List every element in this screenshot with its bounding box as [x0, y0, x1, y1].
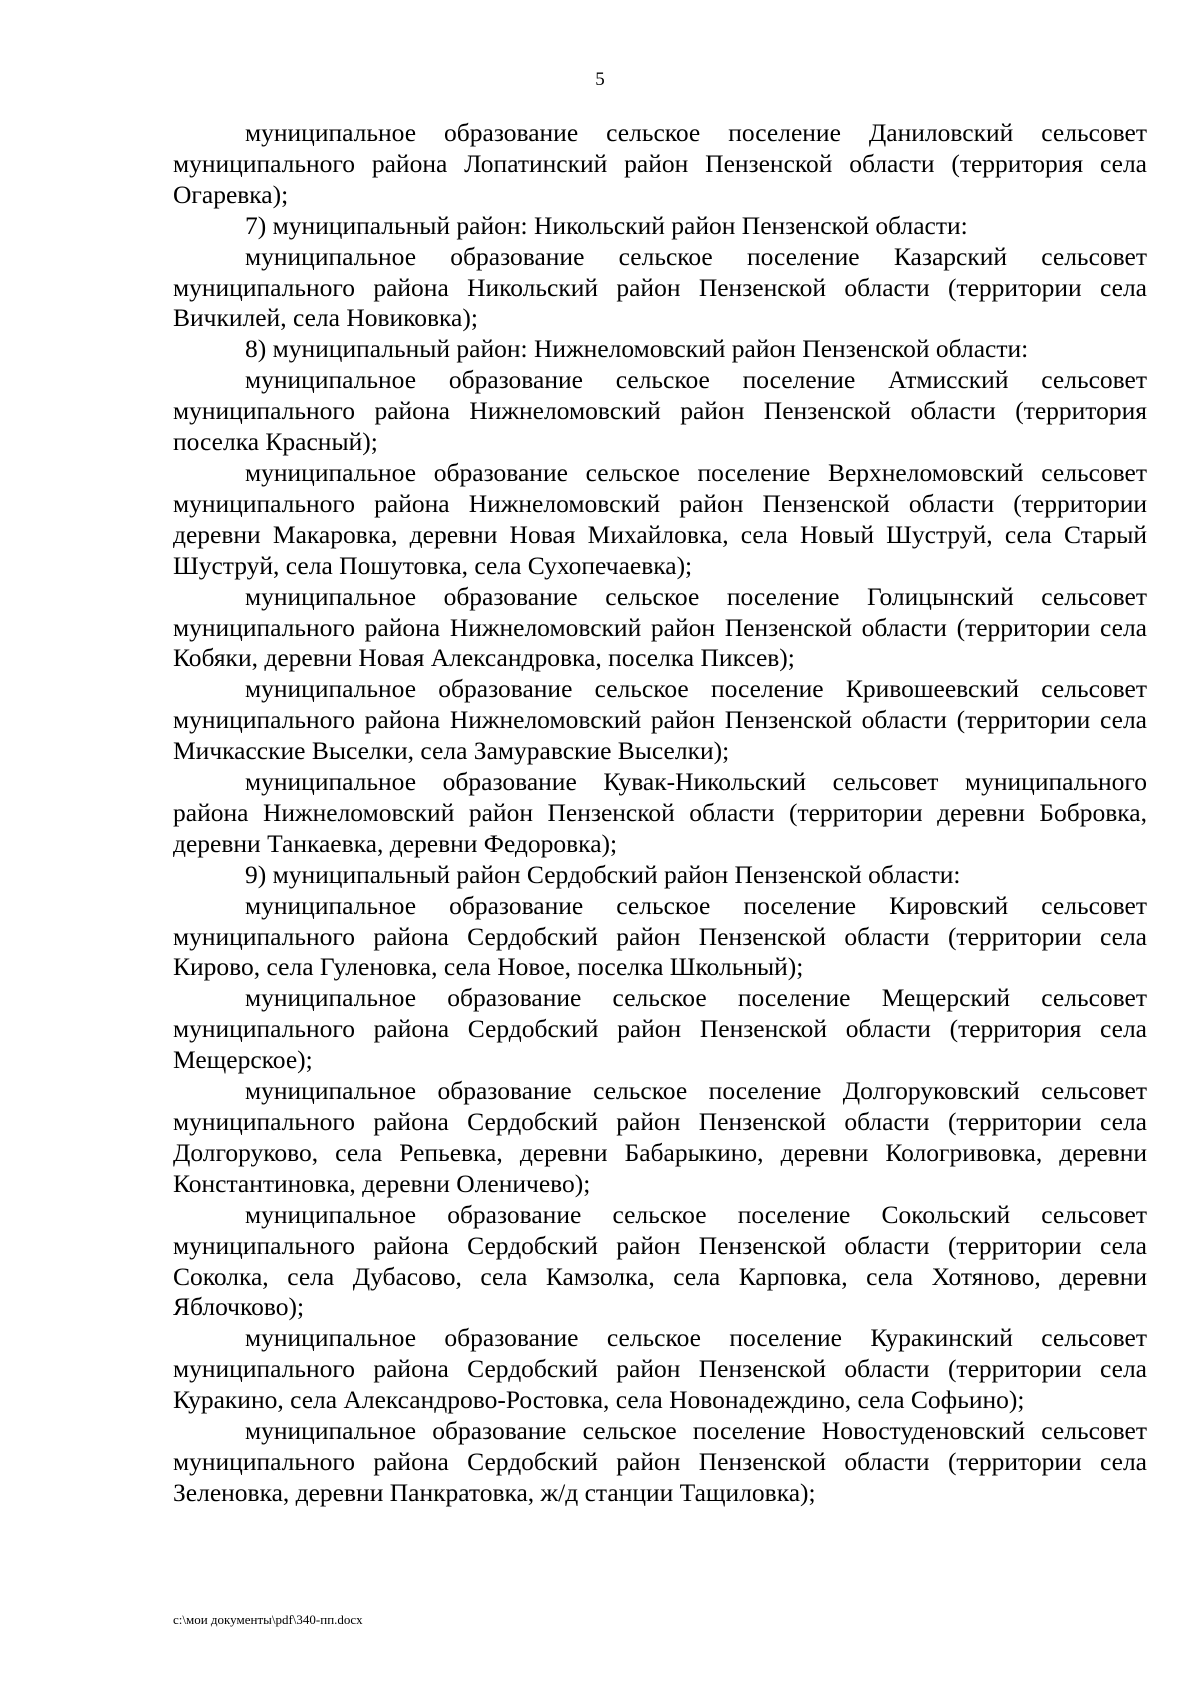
- paragraph-kurakinsky: муниципальное образование сельское поселение Куракинский сельсовет муниципального района Сердобский район Пензенской области (территории села Куракино, села Александрово-Ростовка, села Новонадеждино, села Софьино);: [173, 1323, 1147, 1415]
- paragraph-item-8-nizhnelomovsky-district: 8) муниципальный район: Нижнеломовский район Пензенской области:: [245, 334, 1029, 364]
- paragraph-novostudenovsky: муниципальное образование сельское поселение Новостуденовский сельсовет муниципального района Сердобский район Пензенской области (территории села Зеленовка, деревни Панкратовка, ж/д станции Тащиловка);: [173, 1416, 1147, 1507]
- paragraph-item-7-nikolsky-district: 7) муниципальный район: Никольский район Пензенской области:: [245, 210, 968, 240]
- paragraph-krivosheevsky: муниципальное образование сельское поселение Кривошеевский сельсовет муниципального района Нижнеломовский район Пензенской области (территории села Мичкасские Выселки, села Замуравские Выселки);: [173, 674, 1147, 766]
- paragraph-dolgorukovsky: муниципальное образование сельское поселение Долгоруковский сельсовет муниципального района Сердобский район Пензенской области (территории села Долгоруково, села Репьевка, деревни Бабарыкино, деревни Кологривовка, деревни Константиновка, деревни Оленичево);: [173, 1076, 1147, 1198]
- page-number: 5: [595, 69, 605, 90]
- paragraph-item-9-serdobsky-district: 9) муниципальный район Сердобский район Пензенской области:: [245, 859, 961, 889]
- paragraph-kazarsky: муниципальное образование сельское поселение Казарский сельсовет муниципального района Никольский район Пензенской области (территории села Вичкилей, села Новиковка);: [173, 241, 1147, 333]
- paragraph-meshchersky: муниципальное образование сельское поселение Мещерский сельсовет муниципального района Сердобский район Пензенской области (территория села Мещерское);: [173, 983, 1147, 1075]
- paragraph-golitsynsky: муниципальное образование сельское поселение Голицынский сельсовет муниципального района Нижнеломовский район Пензенской области (территории села Кобяки, деревни Новая Александровка, поселка Пиксев);: [173, 581, 1147, 673]
- document-body: [173, 118, 1147, 1509]
- file-path-footer: c:\мои документы\pdf\340-пп.docx: [173, 1612, 363, 1627]
- paragraph-kuvak-nikolsky: муниципальное образование Кувак-Никольский сельсовет муниципального района Нижнеломовский район Пензенской области (территории деревни Бобровка, деревни Танкаевка, деревни Федоровка);: [173, 767, 1147, 858]
- paragraph-danilovsky: муниципальное образование сельское поселение Даниловский сельсовет муниципального района Лопатинский район Пензенской области (территория села Огаревка);: [173, 118, 1147, 209]
- paragraph-kirovsky: муниципальное образование сельское поселение Кировский сельсовет муниципального района Сердобский район Пензенской области (территории села Кирово, села Гуленовка, села Новое, поселка Школьный);: [173, 890, 1147, 982]
- paragraph-sokolsky: муниципальное образование сельское поселение Сокольский сельсовет муниципального района Сердобский район Пензенской области (территории села Соколка, села Дубасово, села Камзолка, села Карповка, села Хотяново, деревни Яблочково);: [173, 1199, 1147, 1322]
- paragraph-verkhnelomovsky: муниципальное образование сельское поселение Верхнеломовский сельсовет муниципального района Нижнеломовский район Пензенской области (территории деревни Макаровка, деревни Новая Михайловка, села Новый Шуструй, села Старый Шуструй, села Пошутовка, села Сухопечаевка);: [173, 457, 1147, 580]
- paragraph-atmissky: муниципальное образование сельское поселение Атмисский сельсовет муниципального района Нижнеломовский район Пензенской области (территория поселка Красный);: [173, 365, 1147, 457]
